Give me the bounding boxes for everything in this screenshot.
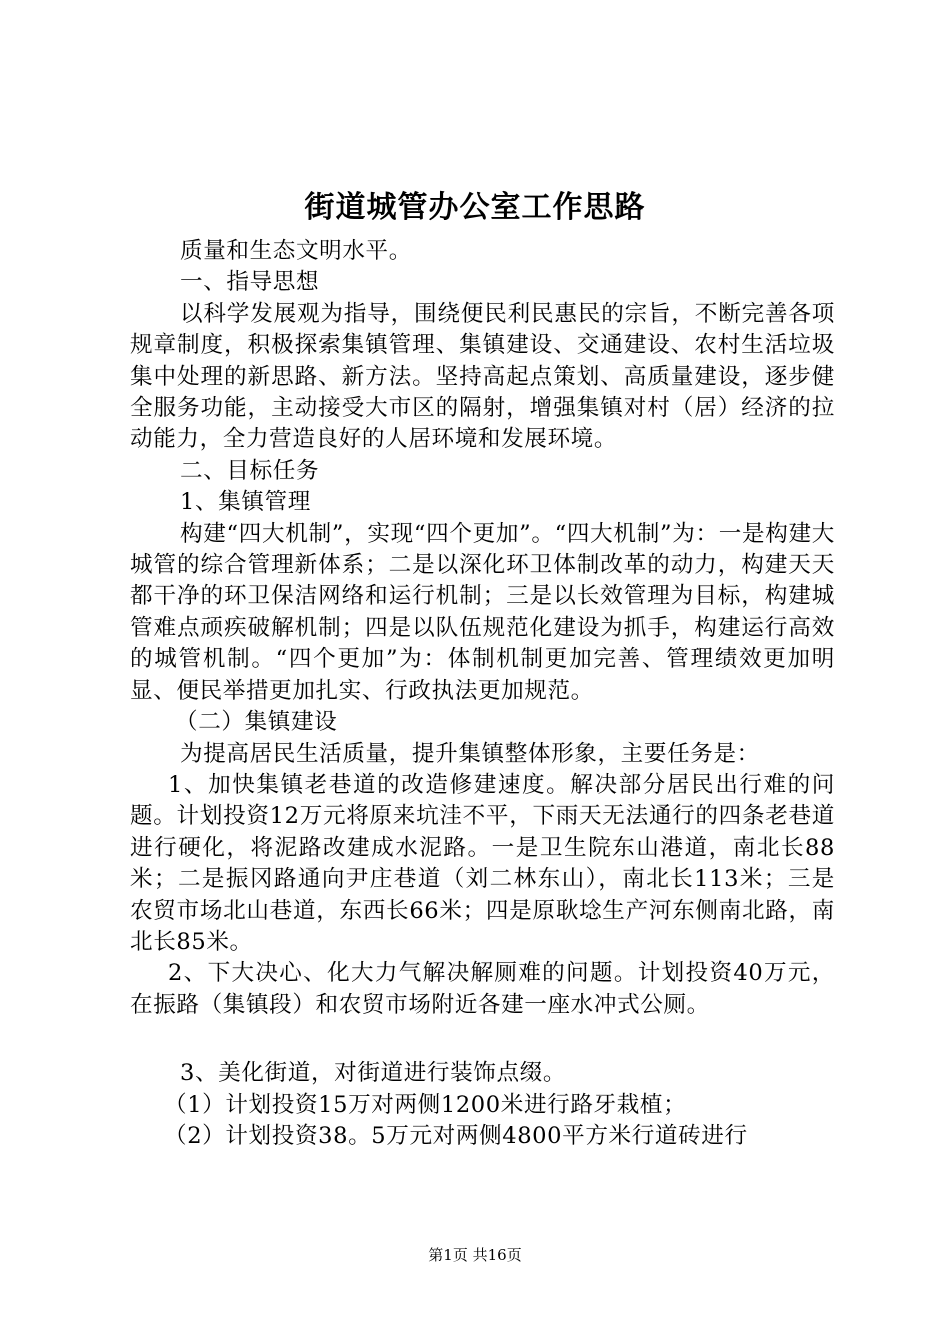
paragraph-beautify-streets: 3、美化街道，对街道进行装饰点缀。	[180, 1060, 567, 1087]
page-number-footer: 第1页 共16页	[428, 1246, 522, 1264]
list-item-sidewalk-bricks: （2）计划投资38。5万元对两侧4800平方米行道砖进行	[164, 1122, 748, 1149]
paragraph-main-tasks: 为提高居民生活质量，提升集镇整体形象，主要任务是：	[180, 740, 760, 767]
document-title: 街道城管办公室工作思路	[304, 190, 646, 225]
paragraph-alley-renovation: 1、加快集镇老巷道的改造修建速度。解决部分居民出行难的问题。计划投资12万元将原来坑洼不平，下雨天无法通行的四条老巷道进行硬化，将泥路改建成水泥路。一是卫生院东山港道，南北长88米；二是振冈路通向尹庄巷道（刘二林东山），南北长113米；三是农贸市场北山巷道，东西长66米；四是原耿埝生产河东侧南北路，南北长85米。	[130, 771, 835, 955]
document-body	[130, 236, 835, 1152]
list-item-curb-planting: （1）计划投资15万对两侧1200米进行路牙栽植；	[164, 1091, 687, 1118]
paragraph-public-toilets: 2、下大决心、化大力气解决解厕难的问题。计划投资40万元，在振路（集镇段）和农贸市场附近各建一座水冲式公厕。	[130, 960, 835, 1018]
paragraph-four-mechanisms: 构建“四大机制”，实现“四个更加”。“四大机制”为：一是构建大城管的综合管理新体系；二是以深化环卫体制改革的动力，构建天天都干净的环卫保洁网络和运行机制；三是以长效管理为目标，构建城管难点顽疾破解机制；四是以队伍规范化建设为抓手，构建运行高效的城管机制。“四个更加”为：体制机制更加完善、管理绩效更加明显、便民举措更加扎实、行政执法更加规范。	[130, 520, 835, 704]
heading-town-management: 1、集镇管理	[180, 489, 311, 516]
paragraph-guiding-ideology: 以科学发展观为指导，围绕便民利民惠民的宗旨，不断完善各项规章制度，积极探索集镇管理、集镇建设、交通建设、农村生活垃圾集中处理的新思路、新方法。坚持高起点策划、高质量建设，逐步健全服务功能，主动接受大市区的隔射，增强集镇对村（居）经济的拉动能力，全力营造良好的人居环境和发展环境。	[130, 300, 835, 453]
paragraph-spacer	[130, 1021, 835, 1058]
heading-goals-tasks: 二、目标任务	[180, 457, 320, 484]
paragraph-intro: 质量和生态文明水平。	[180, 238, 412, 264]
heading-town-construction: （二）集镇建设	[175, 709, 338, 736]
heading-guiding-ideology: 一、指导思想	[180, 269, 320, 296]
